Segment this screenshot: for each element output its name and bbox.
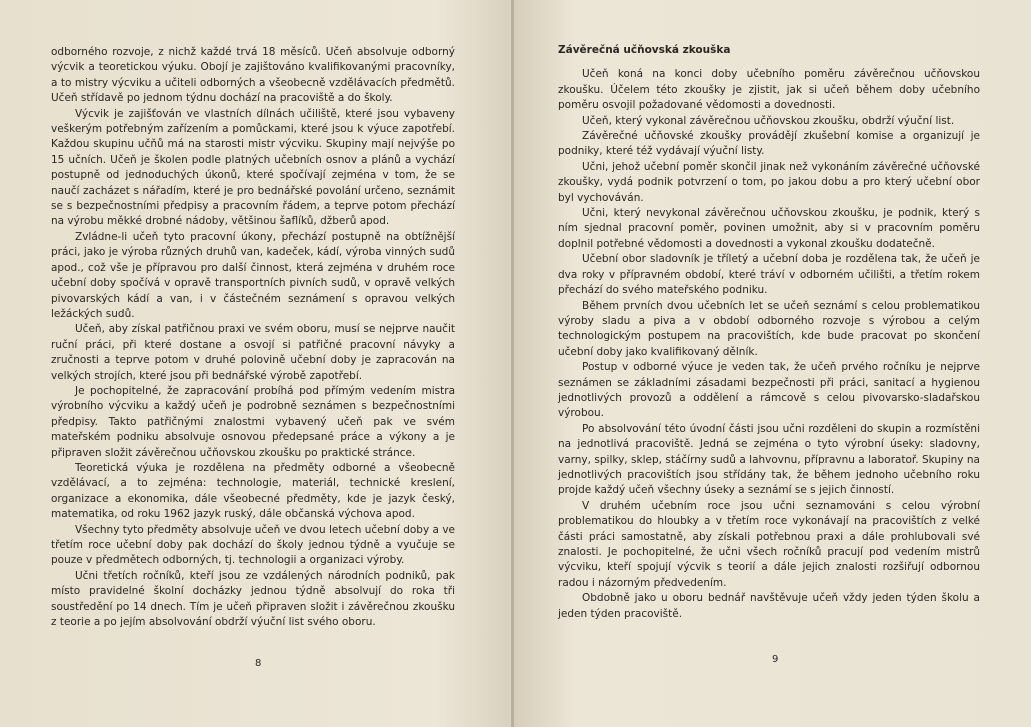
paragraph: odborného rozvoje, z nichž každé trvá 18 měsíců. Učeň absolvuje odborný výcvik a teoretickou výuku. Obojí je zajištováno kvalifikovanými pracovníky, a to mistry výcviku a učiteli odborných a všeobecně vzdělávacích předmětů. Učeň střídavě po jednom týdnu dochází na pracoviště a do školy.: [51, 46, 455, 105]
right-page: [514, 0, 1031, 727]
paragraph: Během prvních dvou učebních let se učeň seznámí s celou problematikou výroby sladu a piva a v období odborného rozvoje s výrobou a celým technologickým postupem na pracovištích, kde bude pracovat po skončení učební doby jako kvalifikovaný dělník.: [558, 299, 980, 358]
section-heading: Závěrečná učňovská zkouška: [558, 44, 731, 56]
paragraph: Zvládne-li učeň tyto pracovní úkony, přechází postupně na obtížnější práci, jako je výroba různých druhů van, kadeček, kádí, výroba vinných sudů apod., což vše je přípravou pro další činnost, která zejména v druhém roce učební doby spočívá v opravě transportních pivních sudů, v opravě velkých pivovarských kádí a van, i v částečném seznámení s opravou velkých ležáckých sudů.: [51, 230, 455, 320]
paragraph: Učební obor sladovník je tříletý a učební doba je rozdělena tak, že učeň je dva roky v přípravném období, které tráví v odborném učilišti, a třetím rokem přechází do svého mateřského podniku.: [558, 253, 980, 297]
paragraph: Učni, který nevykonal závěrečnou učňovskou zkoušku, je podnik, který s ním sjednal pracovní poměr, povinen umožnit, aby si v pracovním poměru doplnil potřebné vědomosti a dovednosti a vykonal zkoušku dodatečně.: [558, 207, 980, 250]
page-number: 9: [772, 654, 779, 665]
paragraph: Výcvik je zajišťován ve vlastních dílnách učiliště, které jsou vybaveny veškerým potřebným zařízením a pomůckami, které jsou k výuce zapotřebí. Každou skupinu učňů má na starosti mistr výcviku. Skupiny mají nejvýše po 15 učních. Učeň je školen podle platných učebních osnov a plánů a vychází postupně od jednoduchých úkonů, které spočívají zejména v tom, že se naučí zacházet s nářadím, které je pro bednářské povolání určeno, seznámit se s bezpečnostními předpisy a pracovním řádem, a teprve potom přechází na výrobu měkké drobné nádoby, většinou šaflíků, džberů apod.: [51, 107, 455, 228]
left-page-text: [51, 45, 455, 630]
paragraph: Všechny tyto předměty absolvuje učeň ve dvou letech učební doby a ve třetím roce učební doby pak dochází do školy jednou týdně a vyučuje se pouze v předmětech odborných, tj. technologii a organizaci výroby.: [51, 523, 455, 567]
paragraph: Obdobně jako u oboru bednář navštěvuje učeň vždy jeden týden školu a jeden týden pracoviště.: [558, 592, 980, 620]
paragraph: Učni třetích ročníků, kteří jsou ze vzdálených národních podniků, pak místo pravidelné školní docházky jednou týdně absolvují do roka tři soustředění po 14 dnech. Tím je učeň připraven složit i závěrečnou zkoušku z teorie a po jejím absolvování obdrží výuční list svého oboru.: [51, 569, 455, 629]
paragraph: Je pochopitelné, že zapracování probíhá pod přímým vedením mistra výrobního výcviku a každý učeň je podrobně seznámen s bezpečnostními předpisy. Takto patřičnými znalostmi vybavený učeň pak ve svém mateřském podniku absolvuje osnovou předepsané práce a výkony a je připraven složit závěrečnou učňovskou zkoušku po praktické stránce.: [51, 384, 455, 459]
page-number: 8: [255, 658, 262, 669]
paragraph: Učeň, který vykonal závěrečnou učňovskou zkoušku, obdrží výuční list.: [582, 114, 955, 127]
paragraph: Závěrečné učňovské zkoušky provádějí zkušební komise a organizují je podniky, které též vydávají výuční listy.: [558, 130, 980, 158]
left-page: [0, 0, 512, 727]
right-page-text: [558, 43, 980, 622]
paragraph: Postup v odborné výuce je veden tak, že učeň prvého ročníku je nejprve seznámen se základními zásadami bezpečnosti při práci, sanitací a hygienou jednotlivých provozů a oddělení a rámcově s celou pivovarsko-sladařskou výrobou.: [558, 361, 980, 420]
paragraph: Po absolvování této úvodní části jsou učni rozděleni do skupin a rozmístěni na jednotlivá pracoviště. Jedná se zejména o tyto výrobní úseky: sladovny, varny, spilky, sklep, stáčírny sudů a lahvovnu, přípravnu a laboratoř. Skupiny na jednotlivých pracovištích jsou střídány tak, že během jednoho učebního roku projde každý učeň všechny úseky a seznámí se s jejich činností.: [558, 422, 980, 497]
paragraph: V druhém učebním roce jsou učni seznamováni s celou výrobní problematikou do hloubky a v třetím roce vykonávají na pracovištích z velké části práci samostatně, aby získali potřebnou praxi a dále prohlubovali své znalosti. Je pochopitelné, že učni všech ročníků pracují pod vedením mistrů výcviku, kteří spojují výcvik s teorií a dále jejich znalosti rozšiřují odbornou radou i názorným předvedením.: [558, 499, 980, 589]
paragraph: Učni, jehož učební poměr skončil jinak než vykonáním závěrečné učňovské zkoušky, vydá podnik potvrzení o tom, po jakou dobu a pro který učební obor byl vychováván.: [558, 160, 980, 204]
paragraph: Učeň koná na konci doby učebního poměru závěrečnou učňovskou zkoušku. Účelem této zkoušky je zjistit, jak si učeň během doby učebního poměru osvojil požadované vědomosti a dovednosti.: [558, 68, 980, 112]
paragraph: Teoretická výuka je rozdělena na předměty odborné a všeobecně vzdělávací, a to zejména: technologie, materiál, technické kreslení, organizace a ekonomika, dále všeobecné předměty, kde je jazyk český, matematika, od roku 1962 jazyk ruský, dále občanská výchova apod.: [51, 461, 455, 521]
paragraph: Učeň, aby získal patřičnou praxi ve svém oboru, musí se nejprve naučit ruční práci, při které dostane a osvojí si patřičné pracovní návyky a zručnosti a teprve potom v druhé polovině učební doby je zapracován na velkých strojích, které jsou při bednářské výrobě zapotřebí.: [51, 323, 455, 382]
